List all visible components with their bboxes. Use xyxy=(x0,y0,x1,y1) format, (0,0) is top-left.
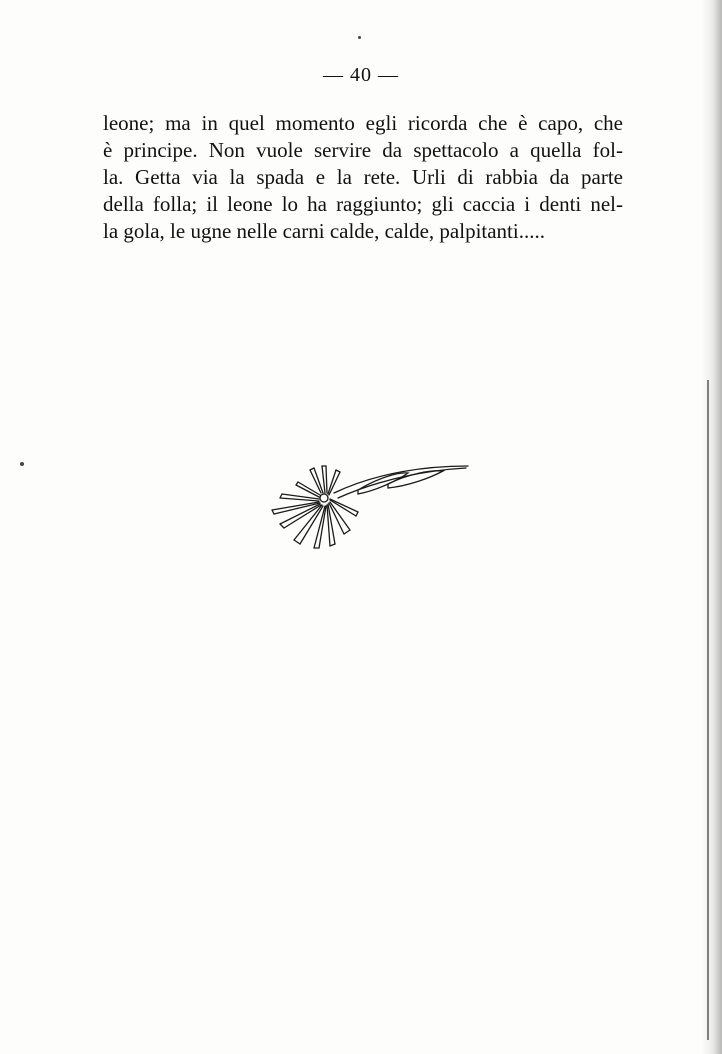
print-speck xyxy=(20,462,24,466)
text-line: è principe. Non vuole servire da spettacolo a quella fol- xyxy=(103,138,623,162)
page-number: — 40 — xyxy=(323,64,399,86)
text-line: la gola, le ugne nelle carni calde, calde, palpitanti..... xyxy=(103,219,545,243)
flower-ornament-icon xyxy=(258,460,473,555)
body-text xyxy=(103,110,623,245)
page-edge-shadow xyxy=(702,0,722,1054)
text-line: della folla; il leone lo ha raggiunto; gli caccia i denti nel- xyxy=(103,192,623,216)
page-edge-line xyxy=(707,380,709,1040)
text-line: leone; ma in quel momento egli ricorda che è capo, che xyxy=(103,111,623,135)
text-line: la. Getta via la spada e la rete. Urli di rabbia da parte xyxy=(103,165,623,189)
print-speck xyxy=(358,36,361,39)
